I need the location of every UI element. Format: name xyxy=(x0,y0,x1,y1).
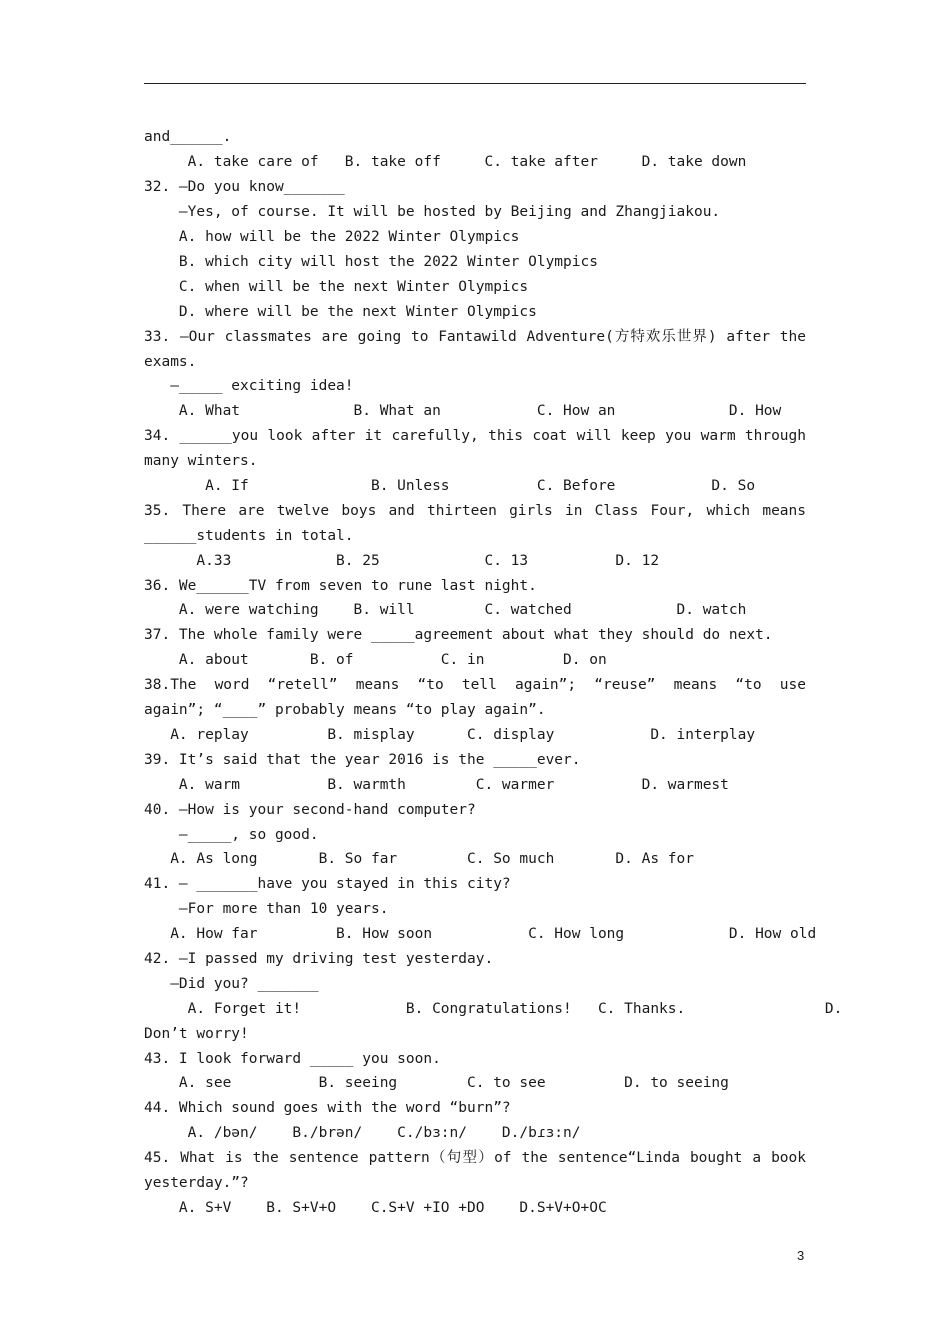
question-32: 32. —Do you know_______ xyxy=(144,179,345,195)
options-line: A. As long B. So far C. So much D. As for xyxy=(144,851,694,867)
page-number: 3 xyxy=(797,1248,805,1263)
text-line: —Did you? _______ xyxy=(144,976,319,992)
options-line: A. What B. What an C. How an D. How xyxy=(144,403,782,419)
options-line: A. see B. seeing C. to see D. to seeing xyxy=(144,1075,729,1091)
options-line: A. were watching B. will C. watched D. watch xyxy=(144,602,747,618)
option-line: C. when will be the next Winter Olympics xyxy=(144,279,529,295)
question-35: 35. There are twelve boys and thirteen girls in Class Four, which means xyxy=(144,503,806,519)
options-line: A. How far B. How soon C. How long D. How old xyxy=(144,926,817,942)
options-line: A. S+V B. S+V+O C.S+V +IO +DO D.S+V+O+OC xyxy=(144,1200,607,1216)
text-line: and______. xyxy=(144,129,232,145)
text-line: exams. xyxy=(144,354,197,370)
text-line: —Yes, of course. It will be hosted by Beijing and Zhangjiakou. xyxy=(144,204,721,220)
options-line: A. take care of B. take off C. take after D. take down xyxy=(144,154,747,170)
options-line: A. If B. Unless C. Before D. So xyxy=(144,478,756,494)
question-43: 43. I look forward _____ you soon. xyxy=(144,1051,441,1067)
question-41: 41. — _______have you stayed in this city? xyxy=(144,876,511,892)
question-39: 39. It’s said that the year 2016 is the _____ever. xyxy=(144,752,581,768)
text-line: again”; “____” probably means “to play again”. xyxy=(144,702,546,718)
text-line: —For more than 10 years. xyxy=(144,901,389,917)
option-line: A. how will be the 2022 Winter Olympics xyxy=(144,229,520,245)
options-line: A.33 B. 25 C. 13 D. 12 xyxy=(144,553,660,569)
question-44: 44. Which sound goes with the word “burn”? xyxy=(144,1100,511,1116)
header-rule xyxy=(144,83,806,84)
options-line: A. about B. of C. in D. on xyxy=(144,652,607,668)
text-line: Don’t worry! xyxy=(144,1026,249,1042)
text-line: —_____ exciting idea! xyxy=(144,378,354,394)
question-37: 37. The whole family were _____agreement about what they should do next. xyxy=(144,627,773,643)
option-line: B. which city will host the 2022 Winter Olympics xyxy=(144,254,598,270)
question-34: 34. ______you look after it carefully, this coat will keep you warm through xyxy=(144,428,806,444)
question-38: 38.The word “retell” means “to tell again”; “reuse” means “to use xyxy=(144,677,806,693)
options-line: A. replay B. misplay C. display D. interplay xyxy=(144,727,756,743)
text-line: —_____, so good. xyxy=(144,827,319,843)
question-33: 33. —Our classmates are going to Fantawild Adventure(方特欢乐世界) after the xyxy=(144,329,806,345)
option-line: D. where will be the next Winter Olympics xyxy=(144,304,537,320)
text-line: yesterday.”? xyxy=(144,1175,249,1191)
text-line: many winters. xyxy=(144,453,258,469)
question-42: 42. —I passed my driving test yesterday. xyxy=(144,951,494,967)
options-line: A. /bən/ B./brən/ C./bɜ:n/ D./bɾɜ:n/ xyxy=(144,1125,581,1141)
question-45: 45. What is the sentence pattern（句型）of the sentence“Linda bought a book xyxy=(144,1150,806,1166)
question-36: 36. We______TV from seven to rune last night. xyxy=(144,578,537,594)
text-line: ______students in total. xyxy=(144,528,354,544)
options-line: A. warm B. warmth C. warmer D. warmest xyxy=(144,777,729,793)
question-40: 40. —How is your second-hand computer? xyxy=(144,802,476,818)
options-line: A. Forget it! B. Congratulations! C. Thanks. D. xyxy=(144,1001,843,1017)
